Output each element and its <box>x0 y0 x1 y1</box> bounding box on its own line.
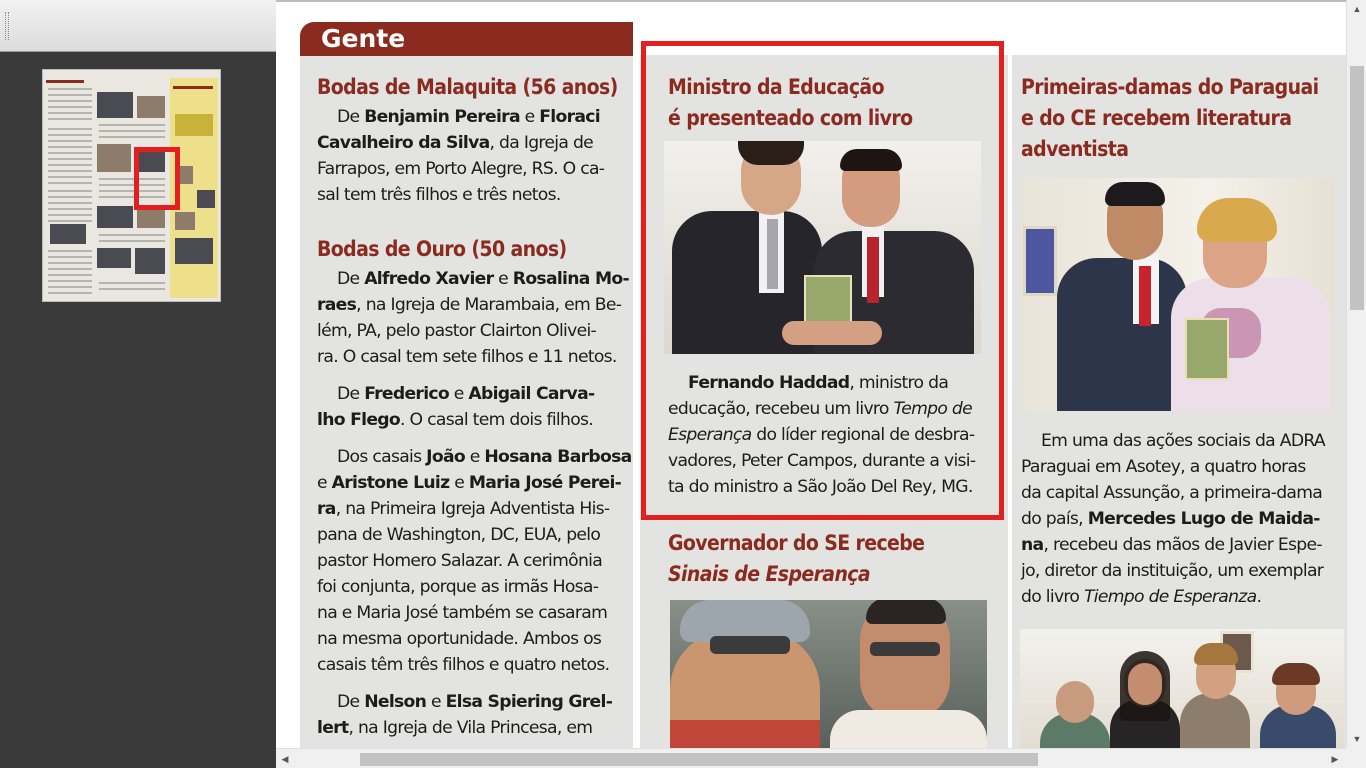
text-line <box>317 715 612 741</box>
section-title: Gente <box>321 24 406 53</box>
headline-line: e do CE recebem literatura <box>1021 106 1292 130</box>
name-emphasis: na <box>1021 535 1044 555</box>
text-run: , na Primeira Igreja Adventista His- <box>335 499 610 519</box>
text-run: foi conjunta, porque as irmãs Hosa- <box>317 577 599 597</box>
headline-bodas-malaquita: Bodas de Malaquita (56 anos) <box>317 75 618 99</box>
vertical-scrollbar[interactable] <box>1346 0 1366 748</box>
text-run: De <box>337 692 365 712</box>
text-line <box>317 652 632 678</box>
text-run: De <box>337 269 365 289</box>
name-emphasis: Benjamin Pereira <box>364 107 520 127</box>
text-run: , da Igreja de <box>489 133 594 153</box>
text-line <box>317 407 594 433</box>
name-emphasis: Cavalheiro da Silva <box>317 133 490 153</box>
name-emphasis: Nelson <box>364 692 427 712</box>
text-line <box>317 130 604 156</box>
article-flego <box>317 381 594 433</box>
scrollbar-corner <box>1346 748 1366 768</box>
vertical-scroll-thumb[interactable] <box>1350 66 1364 310</box>
text-run: e <box>449 473 469 493</box>
text-run: De <box>337 107 365 127</box>
name-emphasis: lho Flego <box>317 410 401 430</box>
thumbnail-column <box>46 78 94 300</box>
title-emphasis: Tempo de <box>893 399 972 419</box>
document-view[interactable] <box>276 0 1366 768</box>
text-run: sal tem três filhos e três netos. <box>317 185 561 205</box>
photo-governador <box>670 600 987 748</box>
text-line <box>1021 480 1325 506</box>
scroll-left-arrow-icon[interactable]: ◀ <box>281 754 289 764</box>
text-run: do livro <box>1021 587 1084 607</box>
thumbnail-viewport-highlight <box>134 147 180 210</box>
text-line <box>317 104 604 130</box>
photo-group-women <box>1020 629 1344 748</box>
text-run: do líder regional de desbra- <box>751 425 975 445</box>
text-line <box>1021 506 1325 532</box>
text-run: pana de Washington, DC, EUA, pelo <box>317 525 601 545</box>
name-emphasis: Aristone Luiz <box>331 473 450 493</box>
text-run: lém, PA, pelo pastor Clairton Olivei- <box>317 321 597 341</box>
text-run: e <box>449 384 469 404</box>
headline-ministro-educacao: Ministro da Educação é presenteado com livro <box>668 75 913 130</box>
headline-governador-se: Governador do SE recebe Sinais de Esperança <box>668 531 925 586</box>
text-line <box>317 266 629 292</box>
scroll-down-arrow-icon[interactable]: ▼ <box>1352 734 1362 744</box>
page-thumbnail[interactable] <box>42 69 221 302</box>
sidebar-toolbar <box>0 0 276 52</box>
name-emphasis: lert <box>317 718 349 738</box>
name-emphasis: Fernando Haddad <box>688 373 850 393</box>
text-run: De <box>337 384 365 404</box>
name-emphasis: Frederico <box>364 384 449 404</box>
text-line <box>317 522 632 548</box>
text-line <box>317 444 632 470</box>
scroll-right-arrow-icon[interactable]: ▶ <box>1331 754 1339 764</box>
text-line <box>317 381 594 407</box>
text-line <box>317 344 629 370</box>
title-emphasis: Esperança <box>668 425 752 445</box>
name-emphasis: Mercedes Lugo de Maida- <box>1087 509 1320 529</box>
headline-bodas-ouro: Bodas de Ouro (50 anos) <box>317 237 567 261</box>
photo-primeira-dama-paraguai <box>1021 178 1334 411</box>
text-line <box>317 689 612 715</box>
text-run: e <box>317 473 332 493</box>
text-run: na e Maria José também se casaram <box>317 603 608 623</box>
name-emphasis: raes <box>317 295 357 315</box>
name-emphasis: ra <box>317 499 336 519</box>
text-line <box>1021 558 1325 584</box>
name-emphasis: Rosalina Mo- <box>512 269 629 289</box>
text-run: na mesma oportunidade. Ambos os <box>317 629 602 649</box>
article-bodas-ouro <box>317 266 629 370</box>
page-top-edge <box>276 0 1346 2</box>
text-line <box>317 470 632 496</box>
text-line <box>317 156 604 182</box>
text-line <box>317 574 632 600</box>
text-run: casais têm três filhos e quatro netos. <box>317 655 610 675</box>
text-run: , recebeu das mãos de Javier Espe- <box>1043 535 1322 555</box>
scroll-up-arrow-icon[interactable]: ▲ <box>1352 4 1362 14</box>
magazine-page <box>276 0 1346 748</box>
headline-primeiras-damas <box>1021 72 1318 165</box>
text-run: educação, recebeu um livro <box>668 399 894 419</box>
text-run: jo, diretor da instituição, um exemplar <box>1021 561 1324 581</box>
text-run: Dos casais <box>337 447 427 467</box>
section-header-tab <box>300 22 633 56</box>
text-line <box>317 292 629 318</box>
text-line <box>317 548 632 574</box>
text-run: , ministro da <box>849 373 949 393</box>
text-run: , na Igreja de Vila Princesa, em <box>348 718 593 738</box>
text-line <box>317 318 629 344</box>
text-run: e <box>519 107 540 127</box>
text-run: pastor Homero Salazar. A cerimônia <box>317 551 603 571</box>
text-run: ta do ministro a São João Del Rey, MG. <box>668 477 973 497</box>
article-barbosa-pereira <box>317 444 632 678</box>
title-emphasis: Tiempo de Esperanza <box>1083 587 1257 607</box>
toolbar-grip-handle[interactable] <box>5 12 9 40</box>
horizontal-scroll-thumb[interactable] <box>360 753 1038 766</box>
name-emphasis: Maria José Perei- <box>468 473 622 493</box>
text-run: e <box>493 269 513 289</box>
text-line <box>1021 584 1325 610</box>
text-run: ra. O casal tem sete filhos e 11 netos. <box>317 347 617 367</box>
text-run: . <box>1256 587 1262 607</box>
text-line <box>1021 532 1325 558</box>
text-run: vadores, Peter Campos, durante a visi- <box>668 451 976 471</box>
text-run: Em uma das ações sociais da ADRA <box>1041 431 1325 451</box>
name-emphasis: Hosana Barbosa <box>484 447 632 467</box>
thumbnail-sidebar <box>0 0 276 768</box>
text-run: da capital Assunção, a primeira-dama <box>1021 483 1323 503</box>
headline-line: Primeiras-damas do Paraguai <box>1021 75 1319 99</box>
text-run: . O casal tem dois filhos. <box>400 410 594 430</box>
text-line <box>317 182 604 208</box>
text-run: e <box>426 692 446 712</box>
text-line <box>1021 428 1325 454</box>
text-line <box>317 496 632 522</box>
text-line <box>317 626 632 652</box>
text-run: Farrapos, em Porto Alegre, RS. O ca- <box>317 159 605 179</box>
text-run: Paraguai em Asotey, a quatro horas <box>1021 457 1306 477</box>
headline-line: adventista <box>1021 137 1129 161</box>
name-emphasis: João <box>426 447 465 467</box>
article-primeira-dama-paraguai <box>1021 428 1325 610</box>
horizontal-scrollbar[interactable] <box>276 748 1366 768</box>
text-run: , na Igreja de Marambaia, em Be- <box>356 295 622 315</box>
text-run: do país, <box>1021 509 1088 529</box>
text-line <box>1021 454 1325 480</box>
name-emphasis: Elsa Spiering Grel- <box>445 692 613 712</box>
name-emphasis: Alfredo Xavier <box>364 269 494 289</box>
article-grellert <box>317 689 612 741</box>
search-highlight-box <box>641 41 1004 520</box>
text-line <box>317 600 632 626</box>
name-emphasis: Abigail Carva- <box>468 384 595 404</box>
name-emphasis: Floraci <box>539 107 600 127</box>
article-bodas-malaquita <box>317 104 604 208</box>
text-run: e <box>464 447 485 467</box>
